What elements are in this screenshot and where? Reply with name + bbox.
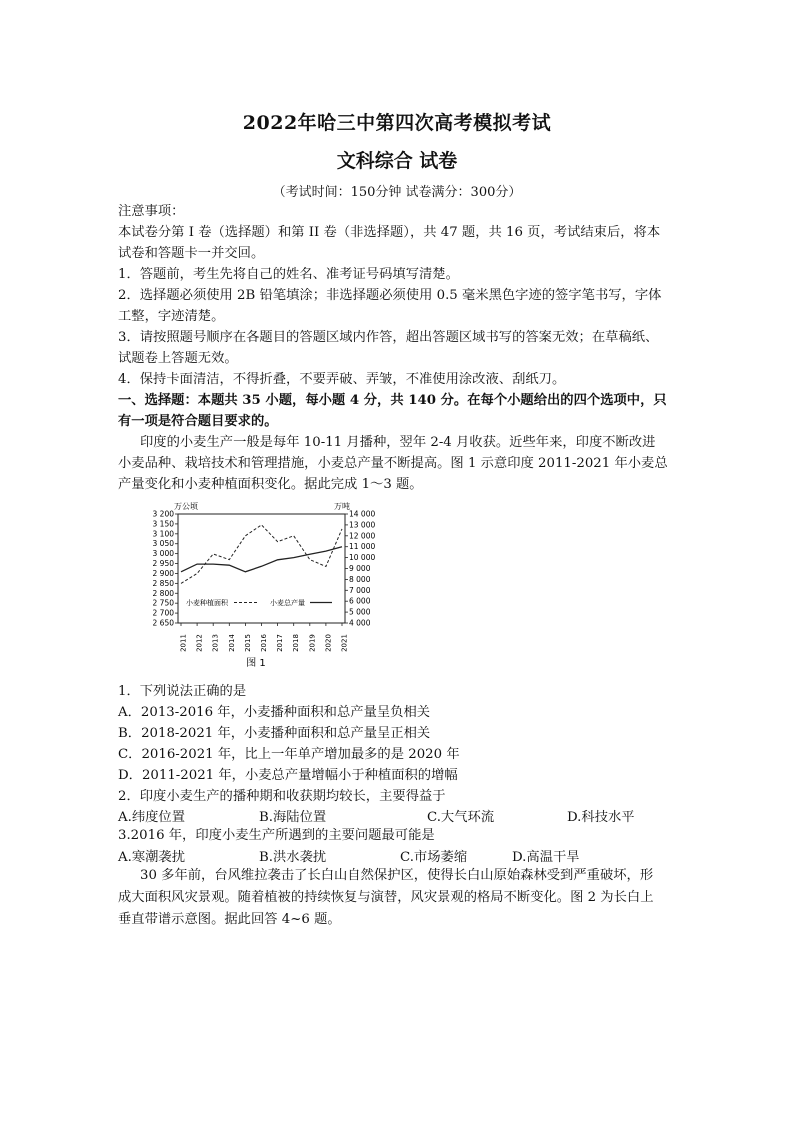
option-d: D．2011-2021 年，小麦总产量增幅小于种植面积的增幅 [118, 768, 458, 783]
right-tick-label: 11 000 [349, 542, 376, 552]
right-tick-label: 8 000 [349, 574, 371, 584]
right-axis-unit: 万吨 [334, 502, 350, 511]
question-stem: 1．下列说法正确的是 [118, 684, 247, 699]
notes-item: 试题卷上答题无效。 [118, 351, 238, 366]
question-stem: 2．印度小麦生产的播种期和收获期均较长，主要得益于 [118, 789, 446, 804]
question-stem: 3.2016 年，印度小麦生产所遇到的主要问题最可能是 [118, 828, 435, 843]
x-tick-label: 2013 [211, 634, 220, 652]
left-tick-label: 3 000 [152, 549, 174, 559]
notes-item: 3．请按照题号顺序在各题目的答题区域内作答，超出答题区域书写的答案无效；在草稿纸、 [118, 330, 659, 345]
option-a: A．2013-2016 年，小麦播种面积和总产量呈负相关 [118, 705, 431, 720]
right-tick-label: 9 000 [349, 564, 371, 573]
passage-text: 小麦品种、栽培技术和管理措施，小麦总产量不断提高。图 1 示意印度 2011-2021 年小麦总 [118, 456, 668, 471]
left-tick-label: 3 200 [152, 509, 174, 519]
section-heading: 有一项是符合题目要求的。 [118, 414, 278, 429]
x-tick-label: 2021 [340, 634, 349, 652]
notes-item: 2．选择题必须使用 2B 铅笔填涂；非选择题必须使用 0.5 毫米黑色字迹的签字笔书写，字体 [118, 288, 662, 303]
option-a: A.寒潮袭扰 [118, 850, 186, 865]
series-line-area [181, 525, 342, 584]
exam-info: （考试时间：150分钟 试卷满分：300分） [272, 185, 522, 200]
notes-heading: 注意事项： [118, 204, 185, 219]
figure-caption: 图 1 [246, 658, 266, 669]
notes-text: 试卷和答题卡一并交回。 [118, 246, 265, 261]
legend-label-area: 小麦种植面积 [186, 599, 228, 607]
left-tick-label: 3 050 [152, 539, 174, 549]
left-axis-unit: 万公顷 [174, 502, 198, 511]
option-c: C.大气环流 [427, 810, 495, 825]
x-tick-label: 2016 [260, 634, 268, 652]
x-tick-label: 2012 [195, 634, 204, 652]
x-tick-label: 2020 [324, 634, 333, 652]
option-d: D.高温干旱 [512, 850, 580, 865]
option-c: C.市场萎缩 [400, 850, 468, 865]
exam-title: 2022年哈三中第四次高考模拟考试 [242, 112, 552, 134]
option-a: A.纬度位置 [118, 810, 186, 825]
section-heading: 一、选择题：本题共 35 小题，每小题 4 分，共 140 分。在每个小题给出的四个选项中，只 [118, 393, 667, 408]
passage-text: 印度的小麦生产一般是每年 10-11 月播种，翌年 2-4 月收获。近些年来，印度不断改进 [140, 435, 656, 450]
wheat-chart [140, 498, 376, 670]
passage-text: 30 多年前，台风维拉袭击了长白山自然保护区，使得长白山原始森林受到严重破坏，形 [140, 868, 654, 883]
right-tick-label: 14 000 [349, 509, 376, 519]
right-tick-label: 5 000 [349, 607, 371, 617]
notes-item: 1．答题前，考生先将自己的姓名、准考证号码填写清楚。 [118, 267, 459, 282]
left-tick-label: 2 650 [152, 618, 174, 628]
option-b: B．2018-2021 年，小麦播种面积和总产量呈正相关 [118, 726, 431, 741]
passage-text: 产量变化和小麦种植面积变化。据此完成 1～3 题。 [118, 477, 423, 492]
left-tick-label: 2 950 [152, 559, 174, 569]
left-tick-label: 2 750 [152, 598, 174, 608]
option-b: B.海陆位置 [259, 810, 327, 825]
left-tick-label: 3 100 [152, 529, 174, 539]
right-tick-label: 12 000 [349, 531, 376, 541]
notes-item: 4．保持卡面清洁，不得折叠，不要弄破、弄皱，不准使用涂改液、刮纸刀。 [118, 372, 566, 387]
x-tick-label: 2015 [243, 634, 252, 652]
x-tick-label: 2014 [227, 634, 236, 652]
paper-subtitle: 文科综合 试卷 [336, 150, 458, 172]
left-tick-label: 2 900 [152, 568, 174, 578]
x-tick-label: 2018 [292, 634, 301, 652]
left-tick-label: 2 850 [152, 578, 174, 588]
passage-text: 成大面积风灾景观。随着植被的持续恢复与演替，风灾景观的格局不断变化。图 2 为长白上 [118, 890, 654, 905]
series-line-production [181, 547, 342, 572]
x-tick-label: 2011 [179, 634, 188, 652]
right-tick-label: 6 000 [349, 596, 371, 606]
legend-label-production: 小麦总产量 [270, 599, 305, 607]
x-tick-label: 2019 [308, 634, 317, 652]
option-c: C．2016-2021 年，比上一年单产增加最多的是 2020 年 [118, 747, 460, 762]
right-tick-label: 10 000 [349, 553, 376, 563]
right-tick-label: 4 000 [349, 618, 371, 628]
option-b: B.洪水袭扰 [259, 850, 327, 865]
x-tick-label: 2017 [276, 634, 285, 652]
left-tick-label: 3 150 [152, 519, 174, 529]
left-tick-label: 2 800 [152, 588, 174, 598]
passage-text: 垂直带谱示意图。据此回答 4~6 题。 [118, 912, 341, 927]
right-tick-label: 13 000 [349, 520, 376, 530]
option-d: D.科技水平 [567, 810, 635, 825]
notes-text: 本试卷分第 I 卷（选择题）和第 II 卷（非选择题），共 47 题，共 16 页，考试结束后，将本 [118, 225, 661, 240]
notes-item: 工整，字迹清楚。 [118, 309, 225, 324]
right-tick-label: 7 000 [349, 585, 371, 595]
left-tick-label: 2 700 [152, 608, 174, 618]
